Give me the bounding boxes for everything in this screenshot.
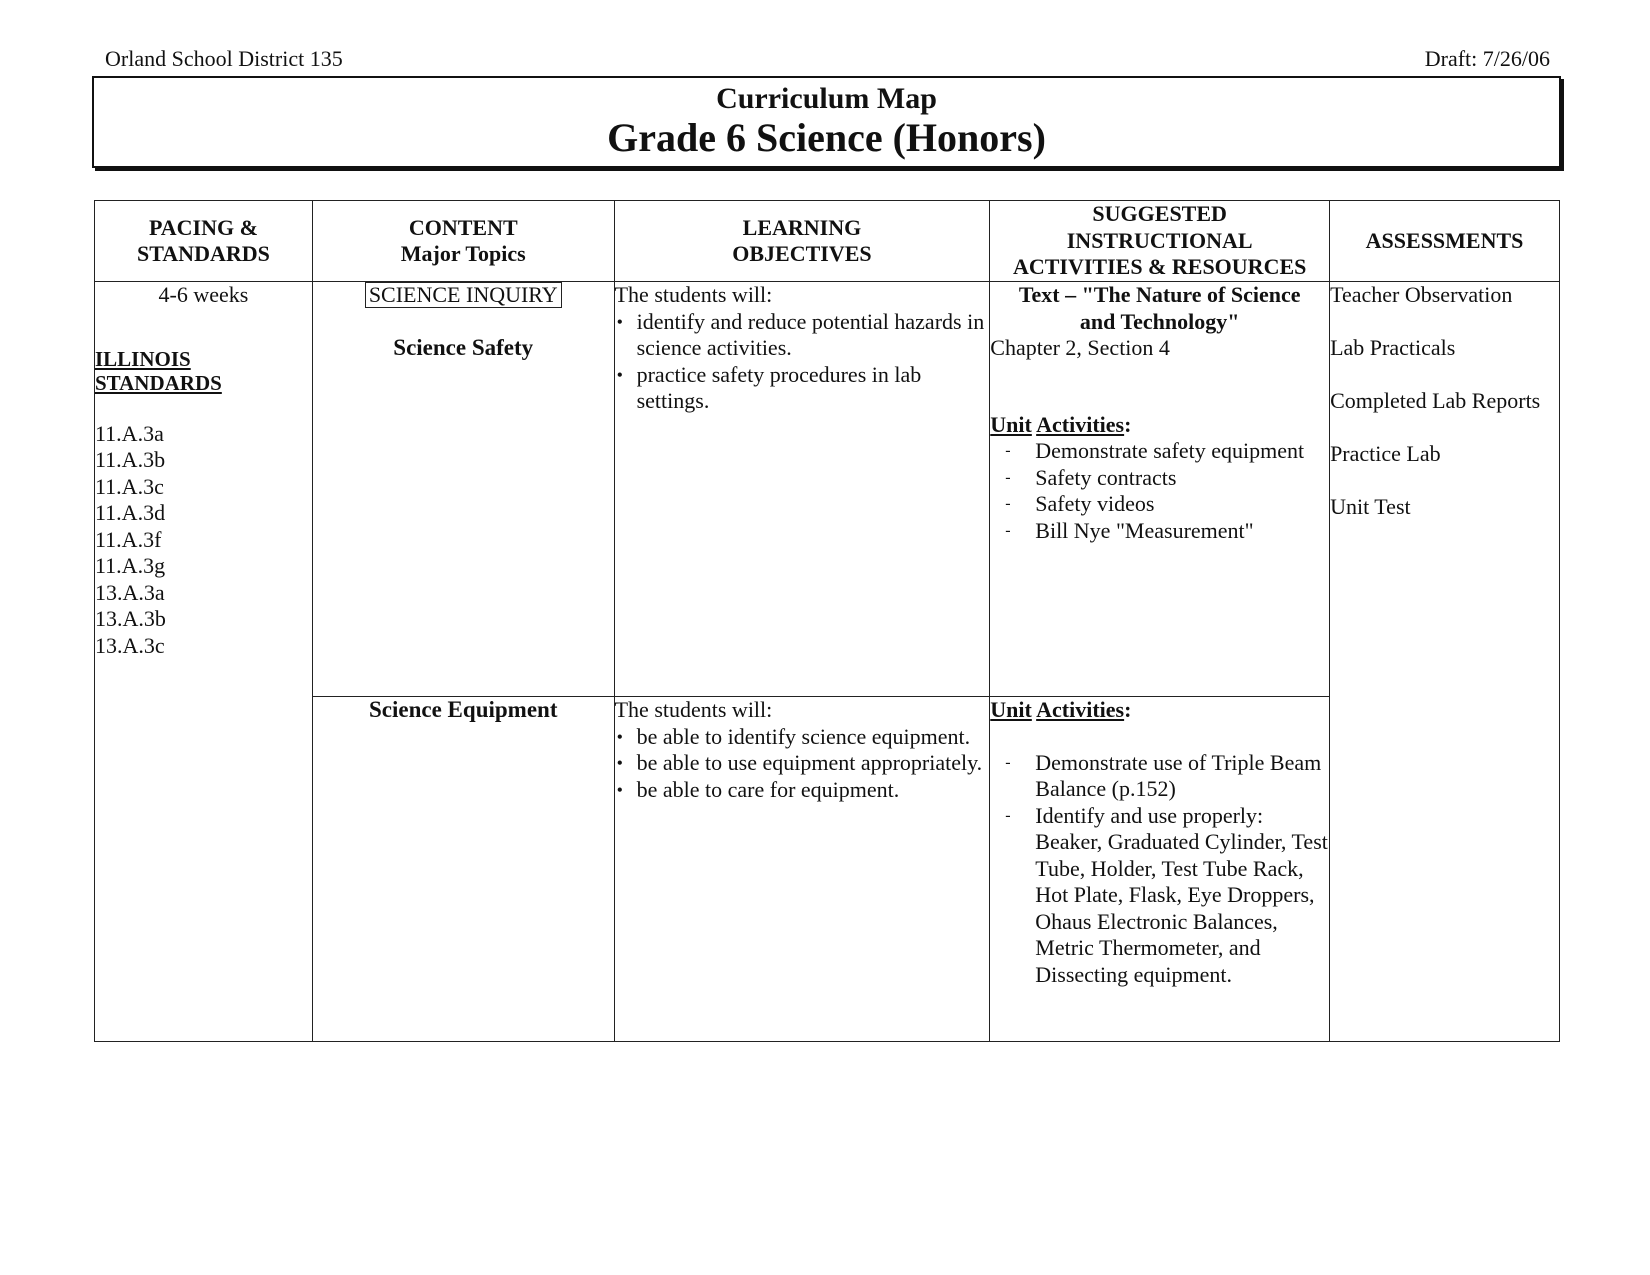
standard-item: 13.A.3a bbox=[95, 579, 165, 605]
pacing-cell bbox=[95, 282, 313, 1042]
list-item: - Demonstrate safety equipment bbox=[1035, 438, 1329, 465]
list-item: • practice safety procedures in lab settings. bbox=[637, 362, 990, 415]
standards-list bbox=[95, 421, 312, 660]
objectives-list bbox=[615, 309, 990, 415]
content-cell bbox=[312, 697, 614, 1042]
topic-title: Science Safety bbox=[393, 334, 534, 360]
assessments-cell bbox=[1330, 282, 1560, 1042]
district-name: Orland School District 135 bbox=[105, 46, 343, 71]
header-row bbox=[95, 201, 1560, 282]
curriculum-table bbox=[94, 200, 1560, 1042]
standard-item: 11.A.3b bbox=[95, 447, 166, 472]
document-subtitle: Grade 6 Science (Honors) bbox=[607, 115, 1046, 160]
assessment-item: Lab Practicals bbox=[1330, 335, 1456, 360]
standard-item: 11.A.3a bbox=[95, 420, 164, 446]
assessment-item: Completed Lab Reports bbox=[1330, 388, 1541, 413]
standard-item: 11.A.3d bbox=[95, 500, 166, 525]
text-reference: Text – "The Nature of Science and Technology" bbox=[1018, 282, 1301, 334]
list-item: - Safety contracts bbox=[1035, 465, 1329, 492]
col-header-assessments: ASSESSMENTS bbox=[1330, 201, 1560, 282]
activities-heading: Unit Activities: bbox=[990, 697, 1132, 722]
document-title: Curriculum Map bbox=[716, 82, 937, 115]
draft-date: Draft: 7/26/06 bbox=[1424, 46, 1550, 71]
list-item: - Identify and use properly: Beaker, Graduated Cylinder, Test Tube, Holder, Test Tube Rack, Hot Plate, Flask, Eye Droppers, Ohaus Electronic Balances, Metric Thermometer, and Dissecting equipment. bbox=[1035, 803, 1329, 989]
title-box bbox=[92, 76, 1561, 168]
chapter-reference: Chapter 2, Section 4 bbox=[990, 335, 1170, 360]
duration: 4-6 weeks bbox=[158, 282, 249, 307]
list-item: • be able to care for equipment. bbox=[637, 777, 990, 804]
content-cell bbox=[312, 282, 614, 697]
standard-item: 11.A.3c bbox=[95, 473, 164, 499]
assessment-item: Teacher Observation bbox=[1330, 282, 1513, 307]
table-row bbox=[95, 282, 1560, 697]
list-item: • be able to use equipment appropriately. bbox=[637, 750, 990, 777]
col-header-objectives: LEARNING OBJECTIVES bbox=[614, 201, 990, 282]
activities-list bbox=[990, 438, 1329, 544]
col-header-pacing: PACING & STANDARDS bbox=[95, 201, 313, 282]
list-item: - Safety videos bbox=[1035, 491, 1329, 518]
activities-heading: Unit Activities: bbox=[990, 411, 1132, 437]
activities-list bbox=[990, 750, 1329, 989]
standard-item: 13.A.3b bbox=[95, 606, 166, 631]
topic-title: Science Equipment bbox=[369, 697, 558, 722]
col-header-activities: SUGGESTED INSTRUCTIONAL ACTIVITIES & RESOURCES bbox=[990, 201, 1330, 282]
standard-item: 11.A.3g bbox=[95, 553, 166, 578]
assessment-item: Practice Lab bbox=[1330, 441, 1441, 466]
list-item: • be able to identify science equipment. bbox=[637, 724, 990, 751]
list-item: - Bill Nye "Measurement" bbox=[1035, 518, 1329, 545]
objectives-intro: The students will: bbox=[614, 697, 773, 722]
list-item: • identify and reduce potential hazards in science activities. bbox=[637, 309, 990, 362]
list-item: - Demonstrate use of Triple Beam Balance (p.152) bbox=[1035, 750, 1329, 803]
unit-title: SCIENCE INQUIRY bbox=[365, 282, 562, 308]
standard-item: 13.A.3c bbox=[95, 632, 165, 658]
objectives-intro: The students will: bbox=[614, 282, 773, 307]
objectives-list bbox=[615, 724, 990, 804]
col-header-content: CONTENT Major Topics bbox=[312, 201, 614, 282]
activities-cell bbox=[990, 697, 1330, 1042]
objectives-cell bbox=[614, 282, 990, 697]
activities-cell bbox=[990, 282, 1330, 697]
standards-heading: ILLINOIS STANDARDS bbox=[95, 346, 222, 395]
assessment-item: Unit Test bbox=[1330, 494, 1411, 519]
objectives-cell bbox=[614, 697, 990, 1042]
standard-item: 11.A.3f bbox=[95, 526, 162, 552]
